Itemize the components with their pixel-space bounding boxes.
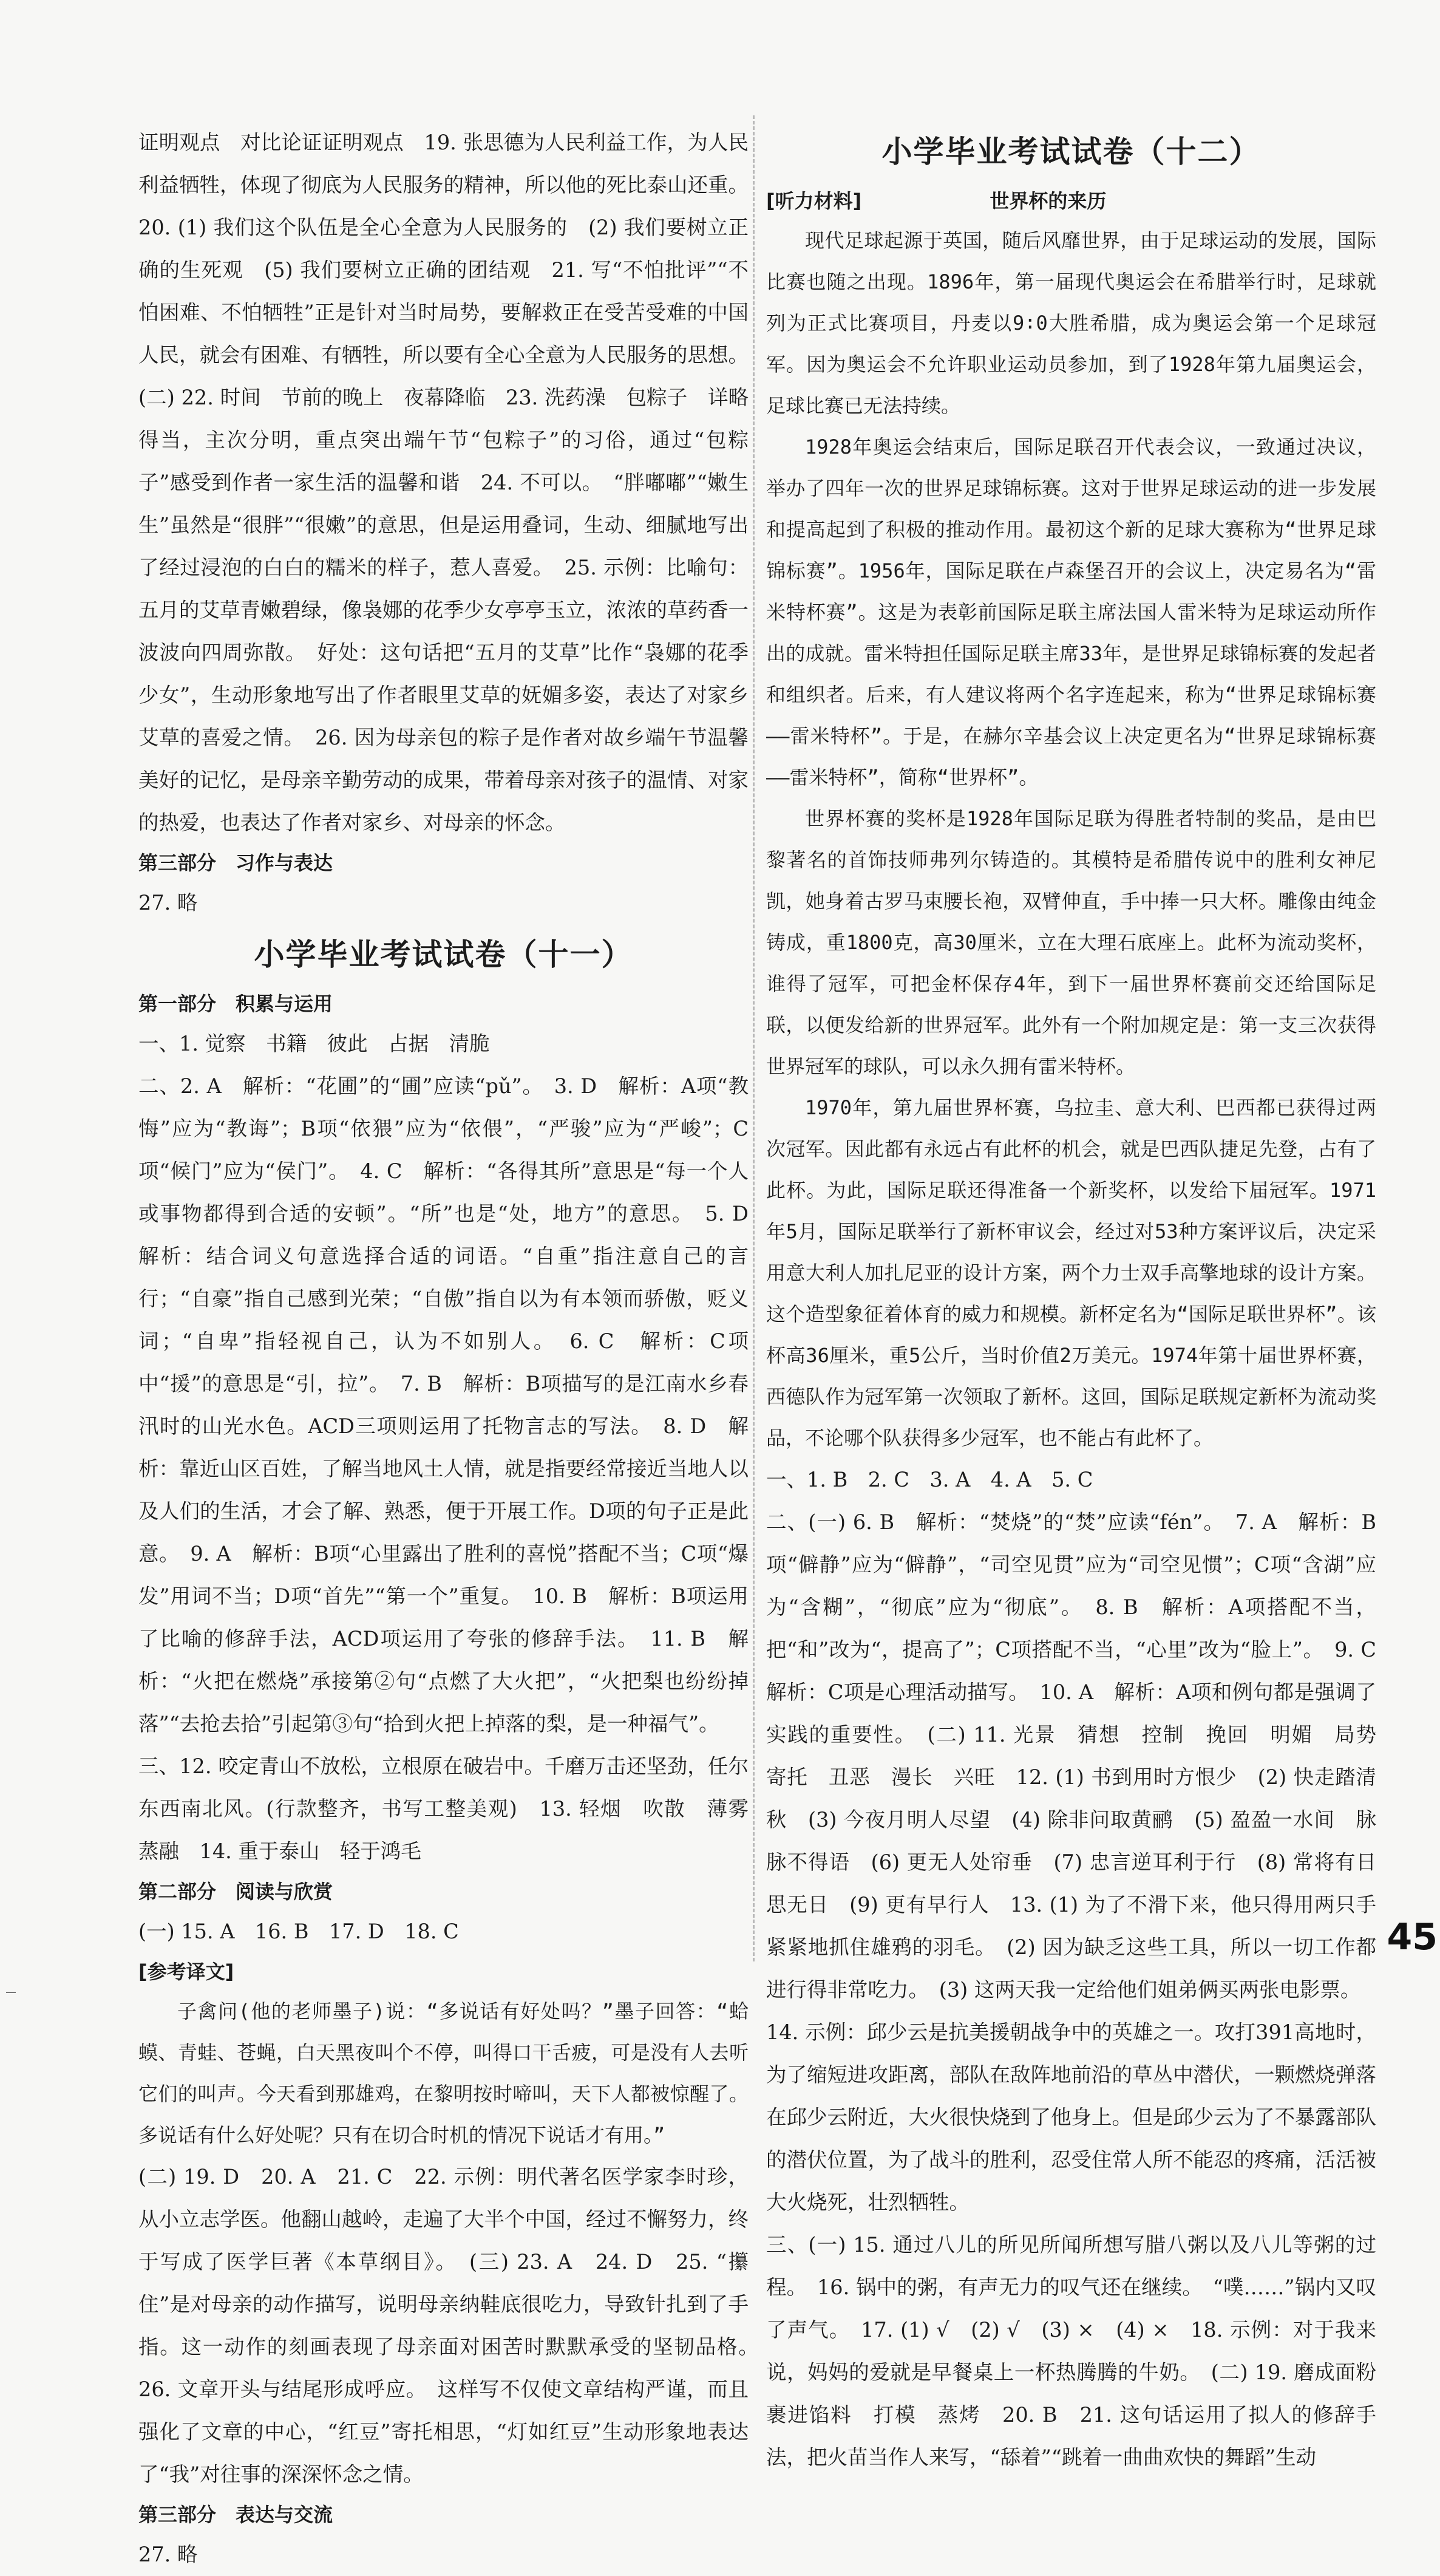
- part3-heading: 第三部分 表达与交流: [138, 2503, 333, 2526]
- answer-paragraph: 14. 示例：邱少云是抗美援朝战争中的英雄之一。攻打391高地时，为了缩短进攻距离，部队在敌阵地前沿的草丛中潜伏，一颗燃烧弹落在邱少云附近，大火很快烧到了他身上。但是邱少云为了不暴露部队的潜伏位置，为了战斗的胜利，忍受住常人所不能忍的疼痛，活活被大火烧死，壮烈牺牲。: [766, 2020, 1376, 2214]
- answer-paragraph: 二、2. A 解析：“花圃”的“圃”应读“pǔ”。 3. D 解析：A项“教悔”应为“教诲”；B项“依猥”应为“依偎”，“严骏”应为“严峻”；C项“候门”应为“侯门”。 4. C 解析：“各得其所”意思是“每一个人或事物都得到合适的安顿”。“所”也是“处，地方”的意思。 5. D 解析：结合词义句意选择合适的词语。“自重”指注意自己的言行；“自豪”指自己感到光荣；“自傲”指自以为有本领而骄傲，贬义词；“自卑”指轻视自己，认为不如别人。 6. C 解析：C项中“援”的意思是“引，拉”。 7. B 解析：B项描写的是江南水乡春汛时的山光水色。ACD三项则运用了托物言志的写法。 8. D 解析：靠近山区百姓，了解当地风土人情，就是指要经常接近当地人以及人们的生活，才会了解、熟悉，便于开展工作。D项的句子正是此意。 9. A 解析：B项“心里露出了胜利的喜悦”搭配不当；C项“爆发”用词不当；D项“首先”“第一个”重复。 10. B 解析：B项运用了比喻的修辞手法，ACD项运用了夸张的修辞手法。 11. B 解析：“火把在燃烧”承接第②句“点燃了大火把”，“火把梨也纷纷掉落”“去抢去拾”引起第③句“拾到火把上掉落的梨，是一种福气”。: [138, 1074, 769, 1736]
- column-divider: [753, 115, 755, 1961]
- answer-paragraph: 证明观点 对比论证证明观点 19. 张思德为人民利益工作，为人民利益牺牲，体现了彻底为人民服务的精神，所以他的死比泰山还重。: [138, 131, 749, 197]
- answer-paragraph: 三、(一) 15. 通过八儿的所见所闻所想写腊八粥以及八儿等粥的过程。 16. 锅中的粥，有声无力的叹气还在继续。 “噗……”锅内又叹了声气。 17. (1) √ (2) √ (3) × (4) × 18. 示例：对于我来说，妈妈的爱就是早餐桌上一杯热腾腾的牛奶。 (二) 19. 磨成面粉 裹进馅料 打模 蒸烤 20. B 21. 这句话运用了拟人的修辞手法，把火苗当作人来写，“舔着”“跳着一曲曲欢快的舞蹈”生动: [766, 2233, 1397, 2469]
- answer-paragraph: (一) 15. A 16. B 17. D 18. C: [138, 1920, 459, 1943]
- answer-27: 27. 略: [138, 891, 198, 915]
- answer-paragraph: 三、12. 咬定青山不放松，立根原在破岩中。千磨万击还坚劲，任尔东西南北风。(行款整齐，书写工整美观) 13. 轻烟 吹散 薄雾 蒸融 14. 重于泰山 轻于鸿毛: [138, 1754, 769, 1863]
- listening-tag: [听力材料]: [766, 189, 862, 213]
- answer-paragraph: (二) 22. 时间 节前的晚上 夜幕降临 23. 洗药澡 包粽子 详略得当，主次分明，重点突出端午节“包粽子”的习俗，通过“包粽子”感受到作者一家生活的温馨和谐 24. 不可以。 “胖嘟嘟”“嫩生生”虽然是“很胖”“很嫩”的意思，但是运用叠词，生动、细腻地写出了经过浸泡的白白的糯米的样子，惹人喜爱。 25. 示例：比喻句：五月的艾草青嫩碧绿，像袅娜的花季少女亭亭玉立，浓浓的草药香一波波向四周弥散。 好处：这句话把“五月的艾草”比作“袅娜的花季少女”，生动形象地写出了作者眼里艾草的妩媚多姿，表达了对家乡艾草的喜爱之情。 26. 因为母亲包的粽子是作者对故乡端午节温馨美好的记忆，是母亲辛勤劳动的成果，带着母亲对孩子的温情、对家的热爱，也表达了作者对家乡、对母亲的怀念。: [138, 386, 749, 834]
- translation-text: 子禽问(他的老师墨子)说：“多说话有好处吗？”墨子回答：“蛤蟆、青蛙、苍蝇，白天黑夜叫个不停，叫得口干舌疲，可是没有人去听它们的叫声。今天看到那雄鸡，在黎明按时啼叫，天下人都被惊醒了。多说话有什么好处呢？只有在切合时机的情况下说话才有用。”: [138, 2000, 749, 2147]
- listening-paragraph: 1928年奥运会结束后，国际足联召开代表会议，一致通过决议，举办了四年一次的世界足球锦标赛。这对于世界足球运动的进一步发展和提高起到了积极的推动作用。最初这个新的足球大赛称为“世界足球锦标赛”。1956年，国际足联在卢森堡召开的会议上，决定易名为“雷米特杯赛”。这是为表彰前国际足联主席法国人雷米特为足球运动所作出的成就。雷米特担任国际足联主席33年，是世界足球锦标赛的发起者和组织者。后来，有人建议将两个名字连起来，称为“世界足球锦标赛——雷米特杯”。于是，在赫尔辛基会议上决定更名为“世界足球锦标赛——雷米特杯”，简称“世界杯”。: [766, 435, 1376, 789]
- answer-paragraph: 20. (1) 我们这个队伍是全心全意为人民服务的 (2) 我们要树立正确的生死观 (5) 我们要树立正确的团结观 21. 写“不怕批评”“不怕困难、不怕牺牲”正是针对当时局势，要解救正在受苦受难的中国人民，就会有困难、有牺牲，所以要有全心全意为人民服务的思想。: [138, 216, 749, 367]
- listening-header: [766, 182, 1376, 220]
- answer-paragraph: 一、1. B 2. C 3. A 4. A 5. C: [766, 1468, 1093, 1491]
- answer-paragraph: (二) 19. D 20. A 21. C 22. 示例：明代著名医学家李时珍，从小立志学医。他翻山越岭，走遍了大半个中国，经过不懈努力，终于写成了医学巨著《本草纲目》。 (三) 23. A 24. D 25. “攥住”是对母亲的动作描写，说明母亲纳鞋底很吃力，导致针扎到了手指。这一动作的刻画表现了母亲面对困苦时默默承受的坚韧品格。 26. 文章开头与结尾形成呼应。 这样写不仅使文章结构严谨，而且强化了文章的中心，“红豆”寄托相思，“灯如红豆”生动形象地表达了“我”对往事的深深怀念之情。: [138, 2165, 769, 2486]
- translation-tag: [参考译文]: [138, 1960, 234, 1983]
- right-column: [766, 121, 1397, 2469]
- part1-heading: 第一部分 积累与运用: [138, 992, 333, 1015]
- listening-heading: 世界杯的来历: [990, 189, 1107, 213]
- answer-paragraph: 一、1. 觉察 书籍 彼此 占据 清脆: [138, 1032, 490, 1055]
- listening-paragraph: 世界杯赛的奖杯是1928年国际足联为得胜者特制的奖品，是由巴黎著名的首饰技师弗列尔铸造的。其模特是希腊传说中的胜利女神尼凯，她身着古罗马束腰长袍，双臂伸直，手中捧一只大杯。雕像由纯金铸成，重1800克，高30厘米，立在大理石底座上。此杯为流动奖杯，谁得了冠军，可把金杯保存4年，到下一届世界杯赛前交还给国际足联，以便发给新的世界冠军。此外有一个附加规定是：第一支三次获得世界冠军的球队，可以永久拥有雷米特杯。: [766, 807, 1376, 1078]
- part3-heading: 第三部分 习作与表达: [138, 851, 333, 874]
- page-number: 45: [1387, 1916, 1438, 1958]
- corner-mark: [6, 1992, 16, 1993]
- left-column: [138, 121, 769, 2566]
- exam-12-title: 小学毕业考试试卷（十二）: [881, 134, 1261, 169]
- part2-heading: 第二部分 阅读与欣赏: [138, 1880, 333, 1903]
- listening-paragraph: 1970年，第九届世界杯赛，乌拉圭、意大利、巴西都已获得过两次冠军。因此都有永远占有此杯的机会，就是巴西队捷足先登，占有了此杯。为此，国际足联还得准备一个新奖杯，以发给下届冠军。1971年5月，国际足联举行了新杯审议会，经过对53种方案评议后，决定采用意大利人加扎尼亚的设计方案，两个力士双手高擎地球的设计方案。这个造型象征着体育的威力和规模。新杯定名为“国际足联世界杯”。该杯高36厘米，重5公斤，当时价值2万美元。1974年第十届世界杯赛，西德队作为冠军第一次领取了新杯。这回，国际足联规定新杯为流动奖品，不论哪个队获得多少冠军，也不能占有此杯了。: [766, 1096, 1376, 1450]
- answer-27: 27. 略: [138, 2543, 198, 2566]
- listening-paragraph: 现代足球起源于英国，随后风靡世界，由于足球运动的发展，国际比赛也随之出现。1896年，第一届现代奥运会在希腊举行时，足球就列为正式比赛项目，丹麦以9∶0大胜希腊，成为奥运会第一个足球冠军。因为奥运会不允许职业运动员参加，到了1928年第九届奥运会，足球比赛已无法持续。: [766, 229, 1376, 417]
- answer-paragraph: 二、(一) 6. B 解析：“焚烧”的“焚”应读“fén”。 7. A 解析：B项“僻静”应为“僻静”，“司空见贯”应为“司空见惯”；C项“含湖”应为“含糊”，“彻底”应为“彻底”。 8. B 解析：A项搭配不当，把“和”改为“，提高了”；C项搭配不当，“心里”改为“脸上”。 9. C 解析：C项是心理活动描写。 10. A 解析：A项和例句都是强调了实践的重要性。 (二) 11. 光景 猜想 控制 挽回 明媚 局势 寄托 丑恶 漫长 兴旺 12. (1) 书到用时方恨少 (2) 快走踏清秋 (3) 今夜月明人尽望 (4) 除非问取黄鹂 (5) 盈盈一水间 脉脉不得语 (6) 更无人处帘垂 (7) 忠言逆耳利于行 (8) 常将有日思无日 (9) 更有早行人 13. (1) 为了不滑下来，他只得用两只手紧紧地抓住雄鸦的羽毛。 (2) 因为缺乏这些工具，所以一切工作都进行得非常吃力。 (3) 这两天我一定给他们姐弟俩买两张电影票。: [766, 1510, 1397, 2002]
- exam-11-title: 小学毕业考试试卷（十一）: [254, 937, 633, 972]
